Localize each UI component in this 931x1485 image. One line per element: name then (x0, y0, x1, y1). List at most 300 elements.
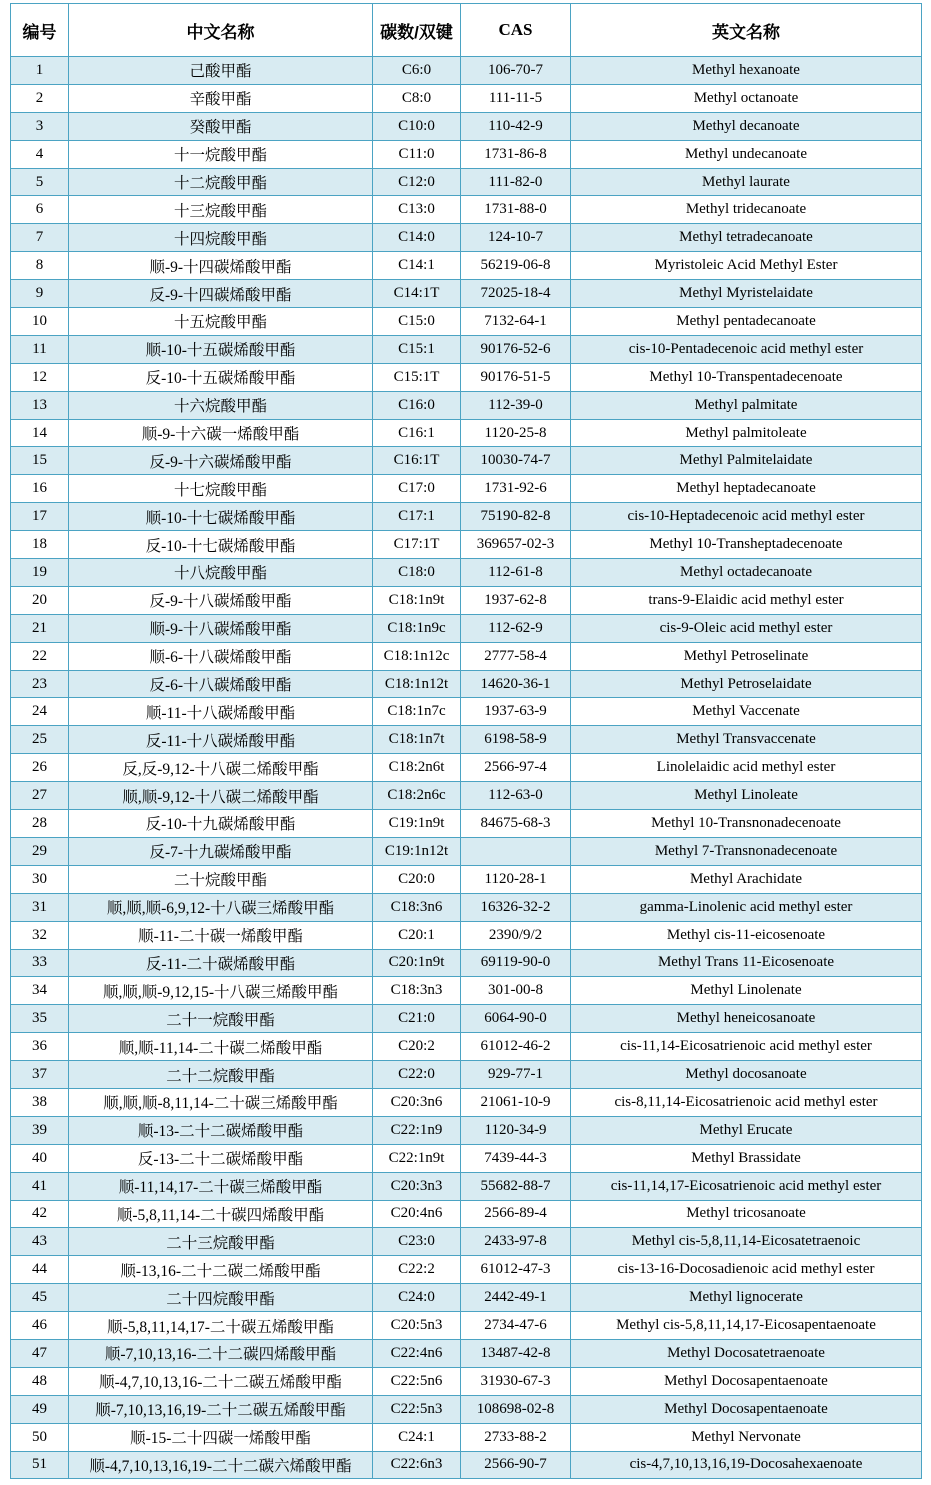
cell-cas: 75190-82-8 (461, 503, 571, 531)
cell-chinese-name: 顺-11-十八碳烯酸甲酯 (69, 698, 373, 726)
cell-english-name: Methyl Brassidate (571, 1144, 922, 1172)
cell-cas: 110-42-9 (461, 112, 571, 140)
cell-chinese-name: 反-6-十八碳烯酸甲酯 (69, 670, 373, 698)
cell-chinese-name: 顺-5,8,11,14,17-二十碳五烯酸甲酯 (69, 1312, 373, 1340)
cell-english-name: cis-9-Oleic acid methyl ester (571, 614, 922, 642)
cell-cas: 7439-44-3 (461, 1144, 571, 1172)
cell-cas: 90176-51-5 (461, 363, 571, 391)
cell-carbon-double-bond: C12:0 (373, 168, 461, 196)
cell-english-name: Methyl Nervonate (571, 1423, 922, 1451)
cell-chinese-name: 反-13-二十二碳烯酸甲酯 (69, 1144, 373, 1172)
table-row (11, 1256, 922, 1284)
cell-id: 1 (11, 57, 69, 85)
cell-chinese-name: 顺,顺,顺-8,11,14-二十碳三烯酸甲酯 (69, 1088, 373, 1116)
cell-carbon-double-bond: C14:1T (373, 280, 461, 308)
table-row (11, 224, 922, 252)
cell-english-name: Myristoleic Acid Methyl Ester (571, 252, 922, 280)
column-header-cas: CAS (461, 4, 571, 57)
cell-id: 5 (11, 168, 69, 196)
cell-chinese-name: 癸酸甲酯 (69, 112, 373, 140)
cell-id: 13 (11, 391, 69, 419)
cell-cas: 21061-10-9 (461, 1088, 571, 1116)
table-row (11, 363, 922, 391)
cell-english-name: Methyl heneicosanoate (571, 1005, 922, 1033)
cell-chinese-name: 反-10-十五碳烯酸甲酯 (69, 363, 373, 391)
cell-chinese-name: 顺-4,7,10,13,16-二十二碳五烯酸甲酯 (69, 1367, 373, 1395)
table-row (11, 1339, 922, 1367)
table-row (11, 1284, 922, 1312)
table-row (11, 280, 922, 308)
cell-chinese-name: 二十烷酸甲酯 (69, 865, 373, 893)
cell-id: 47 (11, 1339, 69, 1367)
cell-id: 32 (11, 921, 69, 949)
cell-english-name: Methyl tricosanoate (571, 1200, 922, 1228)
cell-chinese-name: 反-10-十九碳烯酸甲酯 (69, 810, 373, 838)
cell-cas: 13487-42-8 (461, 1339, 571, 1367)
cell-chinese-name: 顺-10-十七碳烯酸甲酯 (69, 503, 373, 531)
cell-carbon-double-bond: C24:1 (373, 1423, 461, 1451)
cell-english-name: Methyl hexanoate (571, 57, 922, 85)
cell-english-name: Methyl pentadecanoate (571, 308, 922, 336)
cell-english-name: Linolelaidic acid methyl ester (571, 754, 922, 782)
cell-carbon-double-bond: C20:1n9t (373, 949, 461, 977)
cell-id: 51 (11, 1451, 69, 1479)
cell-id: 31 (11, 893, 69, 921)
cell-carbon-double-bond: C22:5n3 (373, 1395, 461, 1423)
cell-chinese-name: 二十二烷酸甲酯 (69, 1061, 373, 1089)
cell-chinese-name: 顺-9-十四碳烯酸甲酯 (69, 252, 373, 280)
cell-cas: 31930-67-3 (461, 1367, 571, 1395)
cell-id: 46 (11, 1312, 69, 1340)
cell-id: 16 (11, 475, 69, 503)
cell-id: 41 (11, 1172, 69, 1200)
cell-cas: 1120-28-1 (461, 865, 571, 893)
cell-cas: 69119-90-0 (461, 949, 571, 977)
cell-cas: 111-82-0 (461, 168, 571, 196)
table-row (11, 168, 922, 196)
cell-cas: 61012-46-2 (461, 1033, 571, 1061)
cell-id: 21 (11, 614, 69, 642)
cell-cas: 90176-52-6 (461, 335, 571, 363)
table-body (11, 57, 922, 1479)
cell-english-name: Methyl tridecanoate (571, 196, 922, 224)
cell-cas: 2390/9/2 (461, 921, 571, 949)
cell-chinese-name: 顺-9-十八碳烯酸甲酯 (69, 614, 373, 642)
cell-chinese-name: 顺,顺-9,12-十八碳二烯酸甲酯 (69, 782, 373, 810)
cell-chinese-name: 辛酸甲酯 (69, 84, 373, 112)
cell-id: 17 (11, 503, 69, 531)
cell-carbon-double-bond: C17:0 (373, 475, 461, 503)
table-row (11, 1061, 922, 1089)
cell-english-name: Methyl palmitate (571, 391, 922, 419)
cell-chinese-name: 反-9-十六碳烯酸甲酯 (69, 447, 373, 475)
cell-cas: 2566-97-4 (461, 754, 571, 782)
cell-chinese-name: 顺-7,10,13,16-二十二碳四烯酸甲酯 (69, 1339, 373, 1367)
cell-chinese-name: 反-9-十四碳烯酸甲酯 (69, 280, 373, 308)
cell-id: 4 (11, 140, 69, 168)
cell-id: 38 (11, 1088, 69, 1116)
cell-chinese-name: 反-7-十九碳烯酸甲酯 (69, 837, 373, 865)
cell-english-name: Methyl Myristelaidate (571, 280, 922, 308)
cell-id: 34 (11, 977, 69, 1005)
cell-carbon-double-bond: C16:1T (373, 447, 461, 475)
cell-carbon-double-bond: C13:0 (373, 196, 461, 224)
table-row (11, 782, 922, 810)
cell-id: 14 (11, 419, 69, 447)
table-row (11, 308, 922, 336)
cell-cas: 2442-49-1 (461, 1284, 571, 1312)
table-row (11, 698, 922, 726)
cell-id: 26 (11, 754, 69, 782)
table-row (11, 586, 922, 614)
cell-cas: 1937-63-9 (461, 698, 571, 726)
table-row (11, 1367, 922, 1395)
cell-id: 6 (11, 196, 69, 224)
cell-chinese-name: 十八烷酸甲酯 (69, 559, 373, 587)
cell-id: 25 (11, 726, 69, 754)
cell-cas: 112-39-0 (461, 391, 571, 419)
cell-carbon-double-bond: C18:3n6 (373, 893, 461, 921)
column-header-chinese-name: 中文名称 (69, 4, 373, 57)
cell-carbon-double-bond: C18:0 (373, 559, 461, 587)
cell-cas: 124-10-7 (461, 224, 571, 252)
cell-english-name: Methyl Docosapentaenoate (571, 1395, 922, 1423)
cell-id: 24 (11, 698, 69, 726)
cell-id: 10 (11, 308, 69, 336)
table-row (11, 810, 922, 838)
cell-id: 11 (11, 335, 69, 363)
column-header-carbon-double-bond: 碳数/双键 (373, 4, 461, 57)
cell-english-name: cis-11,14,17-Eicosatrienoic acid methyl ester (571, 1172, 922, 1200)
cell-chinese-name: 十四烷酸甲酯 (69, 224, 373, 252)
cell-chinese-name: 顺-11,14,17-二十碳三烯酸甲酯 (69, 1172, 373, 1200)
table-row (11, 865, 922, 893)
cell-carbon-double-bond: C22:5n6 (373, 1367, 461, 1395)
cell-carbon-double-bond: C11:0 (373, 140, 461, 168)
cell-id: 27 (11, 782, 69, 810)
fame-standards-table (10, 3, 922, 1479)
cell-id: 48 (11, 1367, 69, 1395)
cell-chinese-name: 反-9-十八碳烯酸甲酯 (69, 586, 373, 614)
table-row (11, 977, 922, 1005)
cell-chinese-name: 二十三烷酸甲酯 (69, 1228, 373, 1256)
cell-english-name: cis-10-Heptadecenoic acid methyl ester (571, 503, 922, 531)
cell-cas: 56219-06-8 (461, 252, 571, 280)
cell-english-name: Methyl octanoate (571, 84, 922, 112)
cell-english-name: trans-9-Elaidic acid methyl ester (571, 586, 922, 614)
cell-id: 9 (11, 280, 69, 308)
cell-english-name: Methyl lignocerate (571, 1284, 922, 1312)
cell-cas: 1120-34-9 (461, 1116, 571, 1144)
cell-english-name: Methyl laurate (571, 168, 922, 196)
cell-english-name: Methyl Linolenate (571, 977, 922, 1005)
cell-chinese-name: 顺-13-二十二碳烯酸甲酯 (69, 1116, 373, 1144)
cell-chinese-name: 十二烷酸甲酯 (69, 168, 373, 196)
cell-chinese-name: 反,反-9,12-十八碳二烯酸甲酯 (69, 754, 373, 782)
cell-carbon-double-bond: C18:1n9t (373, 586, 461, 614)
cell-carbon-double-bond: C22:4n6 (373, 1339, 461, 1367)
cell-cas: 61012-47-3 (461, 1256, 571, 1284)
cell-chinese-name: 顺-9-十六碳一烯酸甲酯 (69, 419, 373, 447)
cell-english-name: Methyl 10-Transheptadecenoate (571, 531, 922, 559)
cell-carbon-double-bond: C18:3n3 (373, 977, 461, 1005)
cell-english-name: Methyl Transvaccenate (571, 726, 922, 754)
cell-id: 39 (11, 1116, 69, 1144)
cell-carbon-double-bond: C22:6n3 (373, 1451, 461, 1479)
cell-id: 22 (11, 642, 69, 670)
table-row (11, 1228, 922, 1256)
cell-carbon-double-bond: C15:1T (373, 363, 461, 391)
cell-carbon-double-bond: C8:0 (373, 84, 461, 112)
cell-carbon-double-bond: C22:0 (373, 1061, 461, 1089)
cell-carbon-double-bond: C20:4n6 (373, 1200, 461, 1228)
cell-chinese-name: 二十四烷酸甲酯 (69, 1284, 373, 1312)
table-row (11, 447, 922, 475)
table-row (11, 419, 922, 447)
cell-id: 45 (11, 1284, 69, 1312)
table-row (11, 1423, 922, 1451)
cell-chinese-name: 反-11-十八碳烯酸甲酯 (69, 726, 373, 754)
cell-cas: 72025-18-4 (461, 280, 571, 308)
cell-chinese-name: 顺-6-十八碳烯酸甲酯 (69, 642, 373, 670)
cell-chinese-name: 顺-7,10,13,16,19-二十二碳五烯酸甲酯 (69, 1395, 373, 1423)
cell-carbon-double-bond: C18:1n12t (373, 670, 461, 698)
table-row (11, 921, 922, 949)
cell-cas: 6064-90-0 (461, 1005, 571, 1033)
cell-carbon-double-bond: C16:0 (373, 391, 461, 419)
cell-id: 3 (11, 112, 69, 140)
cell-cas: 55682-88-7 (461, 1172, 571, 1200)
cell-carbon-double-bond: C22:1n9t (373, 1144, 461, 1172)
cell-carbon-double-bond: C20:0 (373, 865, 461, 893)
cell-english-name: Methyl heptadecanoate (571, 475, 922, 503)
cell-chinese-name: 十七烷酸甲酯 (69, 475, 373, 503)
table-row (11, 1005, 922, 1033)
cell-chinese-name: 顺-15-二十四碳一烯酸甲酯 (69, 1423, 373, 1451)
cell-english-name: cis-11,14-Eicosatrienoic acid methyl ester (571, 1033, 922, 1061)
cell-id: 18 (11, 531, 69, 559)
cell-english-name: Methyl Vaccenate (571, 698, 922, 726)
cell-english-name: Methyl undecanoate (571, 140, 922, 168)
cell-carbon-double-bond: C22:2 (373, 1256, 461, 1284)
cell-cas: 2566-89-4 (461, 1200, 571, 1228)
cell-chinese-name: 十三烷酸甲酯 (69, 196, 373, 224)
cell-english-name: Methyl Trans 11-Eicosenoate (571, 949, 922, 977)
table-row (11, 503, 922, 531)
cell-id: 42 (11, 1200, 69, 1228)
table-row (11, 893, 922, 921)
cell-carbon-double-bond: C15:0 (373, 308, 461, 336)
table-row (11, 531, 922, 559)
cell-english-name: Methyl Linoleate (571, 782, 922, 810)
cell-cas: 2733-88-2 (461, 1423, 571, 1451)
table-header (11, 4, 922, 57)
cell-english-name: Methyl Petroselinate (571, 642, 922, 670)
cell-english-name: Methyl Erucate (571, 1116, 922, 1144)
cell-id: 36 (11, 1033, 69, 1061)
cell-cas: 929-77-1 (461, 1061, 571, 1089)
cell-english-name: Methyl Docosatetraenoate (571, 1339, 922, 1367)
cell-chinese-name: 反-10-十七碳烯酸甲酯 (69, 531, 373, 559)
cell-id: 50 (11, 1423, 69, 1451)
cell-carbon-double-bond: C15:1 (373, 335, 461, 363)
column-header-id: 编号 (11, 4, 69, 57)
table-row (11, 949, 922, 977)
cell-cas (461, 837, 571, 865)
cell-carbon-double-bond: C20:5n3 (373, 1312, 461, 1340)
cell-cas: 2566-90-7 (461, 1451, 571, 1479)
cell-carbon-double-bond: C20:2 (373, 1033, 461, 1061)
cell-id: 8 (11, 252, 69, 280)
cell-cas: 16326-32-2 (461, 893, 571, 921)
table-row (11, 837, 922, 865)
cell-carbon-double-bond: C14:1 (373, 252, 461, 280)
cell-chinese-name: 顺-10-十五碳烯酸甲酯 (69, 335, 373, 363)
table-row (11, 140, 922, 168)
table-row (11, 559, 922, 587)
cell-carbon-double-bond: C18:2n6t (373, 754, 461, 782)
cell-carbon-double-bond: C6:0 (373, 57, 461, 85)
cell-id: 44 (11, 1256, 69, 1284)
cell-english-name: Methyl cis-5,8,11,14-Eicosatetraenoic (571, 1228, 922, 1256)
cell-chinese-name: 顺,顺,顺-9,12,15-十八碳三烯酸甲酯 (69, 977, 373, 1005)
cell-cas: 111-11-5 (461, 84, 571, 112)
cell-english-name: Methyl cis-5,8,11,14,17-Eicosapentaenoate (571, 1312, 922, 1340)
header-row (11, 4, 922, 57)
cell-cas: 112-62-9 (461, 614, 571, 642)
table-row (11, 1116, 922, 1144)
cell-cas: 112-63-0 (461, 782, 571, 810)
cell-id: 2 (11, 84, 69, 112)
table-row (11, 391, 922, 419)
fame-standards-table-container (10, 3, 921, 1479)
cell-id: 23 (11, 670, 69, 698)
table-row (11, 1395, 922, 1423)
table-row (11, 84, 922, 112)
cell-chinese-name: 二十一烷酸甲酯 (69, 1005, 373, 1033)
cell-carbon-double-bond: C20:1 (373, 921, 461, 949)
cell-english-name: Methyl cis-11-eicosenoate (571, 921, 922, 949)
cell-chinese-name: 己酸甲酯 (69, 57, 373, 85)
cell-id: 49 (11, 1395, 69, 1423)
cell-carbon-double-bond: C22:1n9 (373, 1116, 461, 1144)
cell-id: 35 (11, 1005, 69, 1033)
table-row (11, 1451, 922, 1479)
table-row (11, 670, 922, 698)
cell-english-name: Methyl Palmitelaidate (571, 447, 922, 475)
table-row (11, 112, 922, 140)
cell-carbon-double-bond: C20:3n6 (373, 1088, 461, 1116)
cell-chinese-name: 顺,顺-11,14-二十碳二烯酸甲酯 (69, 1033, 373, 1061)
cell-english-name: Methyl octadecanoate (571, 559, 922, 587)
table-row (11, 335, 922, 363)
cell-chinese-name: 十一烷酸甲酯 (69, 140, 373, 168)
cell-chinese-name: 十六烷酸甲酯 (69, 391, 373, 419)
cell-english-name: Methyl decanoate (571, 112, 922, 140)
table-row (11, 1033, 922, 1061)
cell-id: 12 (11, 363, 69, 391)
table-row (11, 642, 922, 670)
cell-english-name: gamma-Linolenic acid methyl ester (571, 893, 922, 921)
cell-cas: 2734-47-6 (461, 1312, 571, 1340)
cell-english-name: Methyl Docosapentaenoate (571, 1367, 922, 1395)
cell-cas: 301-00-8 (461, 977, 571, 1005)
cell-chinese-name: 反-11-二十碳烯酸甲酯 (69, 949, 373, 977)
cell-english-name: Methyl 7-Transnonadecenoate (571, 837, 922, 865)
cell-id: 33 (11, 949, 69, 977)
cell-cas: 106-70-7 (461, 57, 571, 85)
cell-carbon-double-bond: C10:0 (373, 112, 461, 140)
cell-cas: 6198-58-9 (461, 726, 571, 754)
cell-cas: 2777-58-4 (461, 642, 571, 670)
table-row (11, 1200, 922, 1228)
table-row (11, 196, 922, 224)
cell-id: 19 (11, 559, 69, 587)
cell-chinese-name: 顺-5,8,11,14-二十碳四烯酸甲酯 (69, 1200, 373, 1228)
cell-carbon-double-bond: C18:1n9c (373, 614, 461, 642)
cell-carbon-double-bond: C17:1 (373, 503, 461, 531)
table-row (11, 57, 922, 85)
cell-carbon-double-bond: C19:1n12t (373, 837, 461, 865)
table-row (11, 614, 922, 642)
column-header-english-name: 英文名称 (571, 4, 922, 57)
cell-chinese-name: 顺-11-二十碳一烯酸甲酯 (69, 921, 373, 949)
cell-english-name: cis-13-16-Docosadienoic acid methyl ester (571, 1256, 922, 1284)
cell-cas: 1731-86-8 (461, 140, 571, 168)
cell-english-name: cis-8,11,14-Eicosatrienoic acid methyl ester (571, 1088, 922, 1116)
cell-cas: 2433-97-8 (461, 1228, 571, 1256)
cell-carbon-double-bond: C14:0 (373, 224, 461, 252)
table-row (11, 754, 922, 782)
cell-cas: 1120-25-8 (461, 419, 571, 447)
cell-id: 40 (11, 1144, 69, 1172)
cell-cas: 7132-64-1 (461, 308, 571, 336)
cell-chinese-name: 顺-4,7,10,13,16,19-二十二碳六烯酸甲酯 (69, 1451, 373, 1479)
cell-english-name: Methyl Petroselaidate (571, 670, 922, 698)
table-row (11, 1088, 922, 1116)
table-row (11, 252, 922, 280)
cell-id: 28 (11, 810, 69, 838)
cell-cas: 112-61-8 (461, 559, 571, 587)
cell-english-name: cis-10-Pentadecenoic acid methyl ester (571, 335, 922, 363)
cell-carbon-double-bond: C24:0 (373, 1284, 461, 1312)
cell-id: 15 (11, 447, 69, 475)
cell-cas: 1937-62-8 (461, 586, 571, 614)
cell-english-name: Methyl tetradecanoate (571, 224, 922, 252)
cell-english-name: Methyl 10-Transpentadecenoate (571, 363, 922, 391)
cell-carbon-double-bond: C18:1n12c (373, 642, 461, 670)
table-row (11, 1312, 922, 1340)
cell-cas: 10030-74-7 (461, 447, 571, 475)
cell-id: 43 (11, 1228, 69, 1256)
cell-id: 20 (11, 586, 69, 614)
cell-chinese-name: 顺-13,16-二十二碳二烯酸甲酯 (69, 1256, 373, 1284)
cell-cas: 14620-36-1 (461, 670, 571, 698)
table-row (11, 1172, 922, 1200)
cell-carbon-double-bond: C18:2n6c (373, 782, 461, 810)
table-row (11, 1144, 922, 1172)
cell-english-name: Methyl docosanoate (571, 1061, 922, 1089)
cell-chinese-name: 十五烷酸甲酯 (69, 308, 373, 336)
cell-carbon-double-bond: C17:1T (373, 531, 461, 559)
cell-carbon-double-bond: C20:3n3 (373, 1172, 461, 1200)
cell-chinese-name: 顺,顺,顺-6,9,12-十八碳三烯酸甲酯 (69, 893, 373, 921)
cell-cas: 1731-92-6 (461, 475, 571, 503)
cell-english-name: cis-4,7,10,13,16,19-Docosahexaenoate (571, 1451, 922, 1479)
cell-carbon-double-bond: C23:0 (373, 1228, 461, 1256)
cell-cas: 1731-88-0 (461, 196, 571, 224)
cell-cas: 84675-68-3 (461, 810, 571, 838)
